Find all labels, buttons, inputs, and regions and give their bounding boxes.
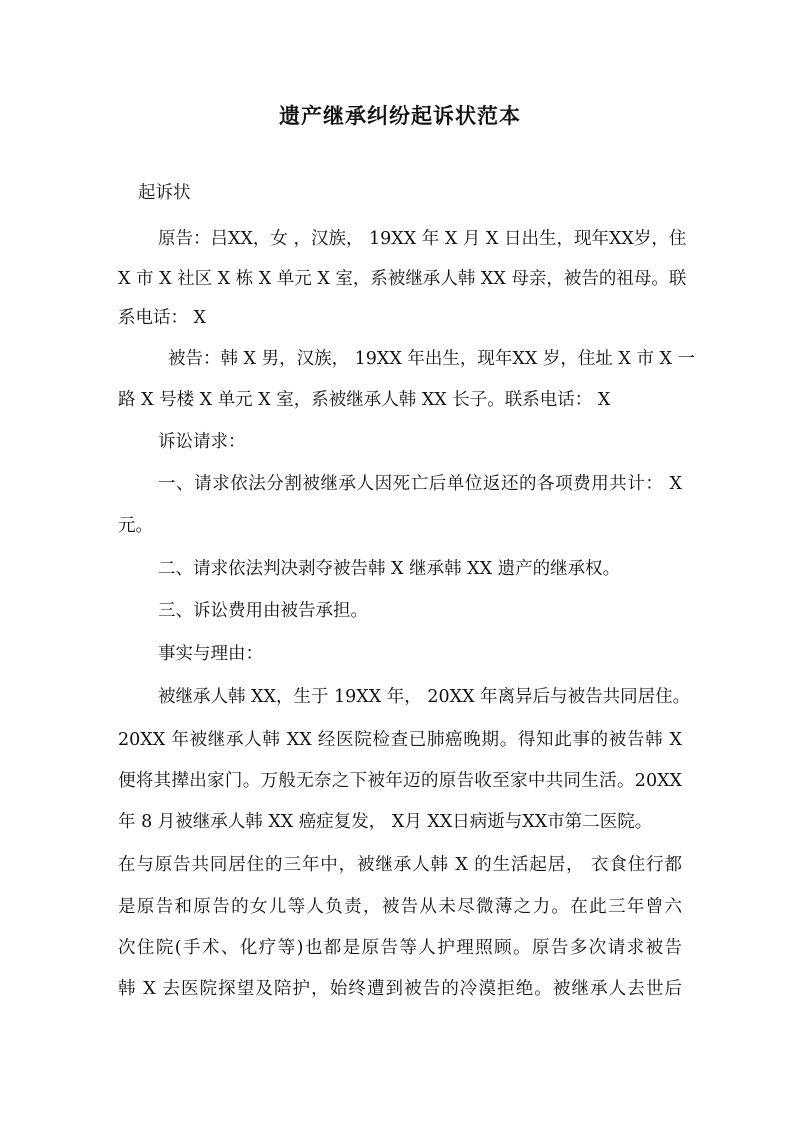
paragraph-line-5: 路 X 号楼 X 单元 X 室，系被继承人韩 XX 长子。联系电话： X [118, 390, 611, 410]
document-title: 遗产继承纠纷起诉状范本 [279, 103, 521, 128]
claim-2: 二、请求依法判决剥夺被告韩 X 继承韩 XX 遗产的继承权。 [158, 559, 621, 579]
claim-1-line-1: 一、请求依法分割被继承人因死亡后单位返还的各项费用共计： X [158, 474, 682, 494]
claim-1-line-2: 元。 [118, 516, 153, 536]
facts-line-7: 次住院(手术、化疗等)也都是原告等人护理照顾。原告多次请求被告 [118, 938, 682, 958]
document-heading: 起诉状 [138, 183, 191, 203]
paragraph-line-4: 被告：韩 X 男，汉族， 19XX 年出生，现年XX 岁，住址 X 市 X 一 [168, 349, 696, 369]
facts-heading: 事实与理由： [158, 644, 263, 664]
paragraph-line-2: X 市 X 社区 X 栋 X 单元 X 室，系被继承人韩 XX 母亲，被告的祖母。联 [118, 269, 687, 289]
facts-line-8: 韩 X 去医院探望及陪护，始终遭到被告的冷漠拒绝。被继承人去世后 [118, 979, 682, 999]
facts-line-5: 在与原告共同居住的三年中，被继承人韩 X 的生活起居， 衣食住行都 [118, 855, 682, 875]
facts-line-4: 年 8 月被继承人韩 XX 癌症复发， X月 XX日病逝与XX市第二医院。 [118, 812, 653, 832]
claim-3: 三、诉讼费用由被告承担。 [158, 601, 368, 621]
facts-line-1: 被继承人韩 XX，生于 19XX 年， 20XX 年离异后与被告共同居住。 [158, 687, 691, 707]
paragraph-line-3: 系电话： X [118, 308, 207, 328]
paragraph-line-1: 原告：吕XX，女 ，汉族， 19XX 年 X 月 X 日出生，现年XX岁，住 [158, 229, 687, 249]
facts-line-3: 便将其撵出家门。万般无奈之下被年迈的原告收至家中共同生活。20XX [118, 771, 682, 791]
facts-line-6: 是原告和原告的女儿等人负责，被告从未尽微薄之力。在此三年曾六 [118, 897, 682, 917]
facts-line-2: 20XX 年被继承人韩 XX 经医院检查已肺癌晚期。得知此事的被告韩 X [118, 730, 682, 750]
claims-heading: 诉讼请求： [158, 432, 246, 452]
